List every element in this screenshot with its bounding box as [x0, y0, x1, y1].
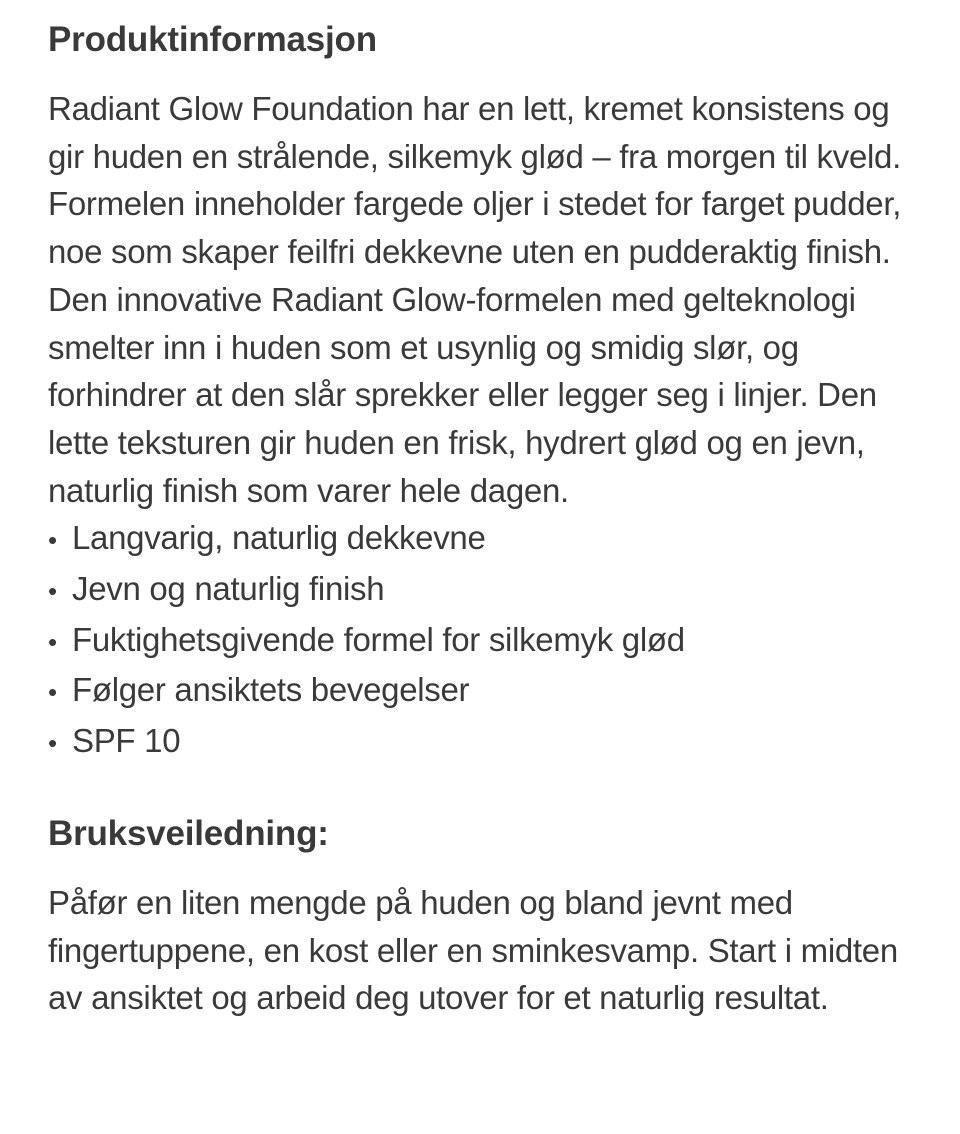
- list-item: [48, 717, 920, 768]
- usage-text: Påfør en liten mengde på huden og bland jevnt med fingertuppene, en kost eller en sminkesvamp. Start i midten av ansiktet og arbeid deg utover for et naturlig resultat.: [48, 883, 898, 1017]
- feature-text: Følger ansiktets bevegelser: [72, 671, 470, 709]
- usage-heading: Bruksveiledning:: [48, 813, 329, 853]
- bullet-icon: •: [48, 576, 57, 607]
- bullet-icon: •: [48, 728, 57, 759]
- bullet-icon: •: [48, 525, 57, 556]
- feature-text: Jevn og naturlig finish: [72, 570, 385, 608]
- list-item: [48, 666, 920, 717]
- list-item: [48, 565, 920, 616]
- product-info-section: [48, 16, 920, 768]
- list-item: [48, 616, 920, 667]
- feature-text: Fuktighetsgivende formel for silkemyk glød: [72, 620, 685, 658]
- product-info-heading: Produktinformasjon: [48, 20, 377, 59]
- feature-list: [48, 514, 920, 768]
- bullet-icon: •: [48, 626, 57, 657]
- feature-text: SPF 10: [72, 722, 181, 760]
- bullet-icon: •: [48, 677, 57, 708]
- list-item: [48, 514, 920, 565]
- feature-text: Langvarig, naturlig dekkevne: [72, 519, 486, 557]
- usage-section: [48, 810, 920, 1022]
- product-description: Radiant Glow Foundation har en lett, kremet konsistens og gir huden en strålende, silkemyk glød – fra morgen til kveld. Formelen inneholder fargede oljer i stedet for farget pudder, noe som skaper feilfri dekkevne uten en pudderaktig finish. Den innovative Radiant Glow-formelen med gelteknologi smelter inn i huden som et usynlig og smidig slør, og forhindrer at den slår sprekker eller legger seg i linjer. Den lette teksturen gir huden en frisk, hydrert glød og en jevn, naturlig finish som varer hele dagen.: [48, 90, 902, 509]
